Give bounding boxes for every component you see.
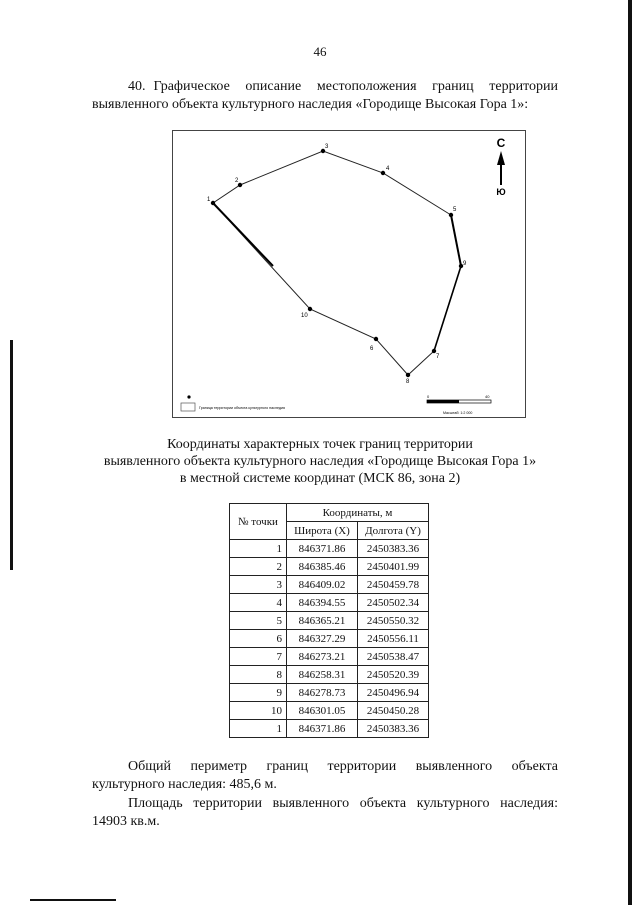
north-label: С [496,136,506,150]
scan-artifact-bottom [30,899,116,901]
latitude-cell: 846365.21 [287,612,358,630]
north-arrow-icon [496,136,505,197]
boundary-map [172,130,526,418]
boundary-line-bold [451,215,461,266]
latitude-cell: 846394.55 [287,594,358,612]
point-number-cell: 4 [230,594,287,612]
boundary-line-bold [434,266,461,351]
point-number-cell: 1 [230,720,287,738]
south-label: Ю [496,187,506,197]
boundary-polygon [213,151,461,375]
table-row [230,576,429,594]
longitude-cell: 2450502.34 [358,594,429,612]
longitude-cell: 2450383.36 [358,540,429,558]
vertex-5 [449,213,453,217]
latitude-cell: 846258.31 [287,666,358,684]
latitude-cell: 846371.86 [287,720,358,738]
map-legend [181,395,285,411]
table-row [230,558,429,576]
table-row [230,702,429,720]
table-row [230,684,429,702]
point-number-cell: 9 [230,684,287,702]
area-paragraph: Площадь территории выявленного объекта культурного наследия: 14903 кв.м. [92,796,558,829]
legend-text: Граница территории объекта культурного наследия [199,406,285,410]
point-number-cell: 5 [230,612,287,630]
table-row [230,612,429,630]
table-caption: Координаты характерных точек границ территории выявленного объекта культурного наследия «Городище Высокая Гора 1» в местной системе координат (МСК 86, зона 2) [103,437,537,486]
vertex-1 [211,201,215,205]
table-row [230,630,429,648]
vertex-2 [238,183,242,187]
header-point: № точки [230,504,287,540]
vertex-label: 1 [207,197,211,203]
header-x: Широта (X) [287,522,358,540]
longitude-cell: 2450520.39 [358,666,429,684]
vertex-label: 7 [436,354,440,360]
vertex-label: 4 [386,166,390,172]
vertex-4 [381,171,385,175]
boundary-line-bold [213,203,273,266]
section-title: Графическое описание местоположения границ территории выявленного объекта культурного наследия «Городище Высокая Гора 1»: [92,79,558,112]
latitude-cell: 846278.73 [287,684,358,702]
point-number-cell: 10 [230,702,287,720]
latitude-cell: 846273.21 [287,648,358,666]
page-number: 46 [313,44,327,59]
longitude-cell: 2450496.94 [358,684,429,702]
table-row [230,666,429,684]
latitude-cell: 846409.02 [287,576,358,594]
map-drawing [173,131,525,417]
longitude-cell: 2450550.32 [358,612,429,630]
header-y: Долгота (Y) [358,522,429,540]
table-row [230,540,429,558]
latitude-cell: 846327.29 [287,630,358,648]
vertex-6 [374,337,378,341]
point-number-cell: 2 [230,558,287,576]
table-row [230,720,429,738]
latitude-cell: 846301.05 [287,702,358,720]
longitude-cell: 2450450.28 [358,702,429,720]
vertex-label: 2 [235,178,239,184]
longitude-cell: 2450556.11 [358,630,429,648]
section-heading [92,78,558,114]
vertex-label: 6 [370,346,374,352]
table-row [230,594,429,612]
scale-bar [427,394,491,415]
vertex-label: 9 [463,261,467,267]
vertex-label: 10 [301,313,308,319]
scan-artifact-right [628,0,632,905]
scan-artifact-left [10,340,13,570]
latitude-cell: 846371.86 [287,540,358,558]
table-row [230,648,429,666]
scale-label: Масштаб: 1:2 000 [443,411,473,415]
longitude-cell: 2450383.36 [358,720,429,738]
coordinates-table [229,503,429,738]
vertex-label: 5 [453,207,457,213]
vertex-8 [406,373,410,377]
point-number-cell: 8 [230,666,287,684]
perimeter-paragraph: Общий периметр границ территории выявленного объекта культурного наследия: 485,6 м. [92,759,558,792]
vertex-7 [432,349,436,353]
header-coordinates: Координаты, м [287,504,429,522]
vertex-10 [308,307,312,311]
section-number: 40. [128,79,146,94]
point-number-cell: 7 [230,648,287,666]
vertex-label: 3 [325,144,329,150]
latitude-cell: 846385.46 [287,558,358,576]
vertex-label: 8 [406,379,410,385]
svg-text:40: 40 [485,394,490,399]
point-number-cell: 6 [230,630,287,648]
svg-text:0: 0 [427,394,430,399]
point-number-cell: 3 [230,576,287,594]
longitude-cell: 2450401.99 [358,558,429,576]
longitude-cell: 2450538.47 [358,648,429,666]
point-number-cell: 1 [230,540,287,558]
longitude-cell: 2450459.78 [358,576,429,594]
